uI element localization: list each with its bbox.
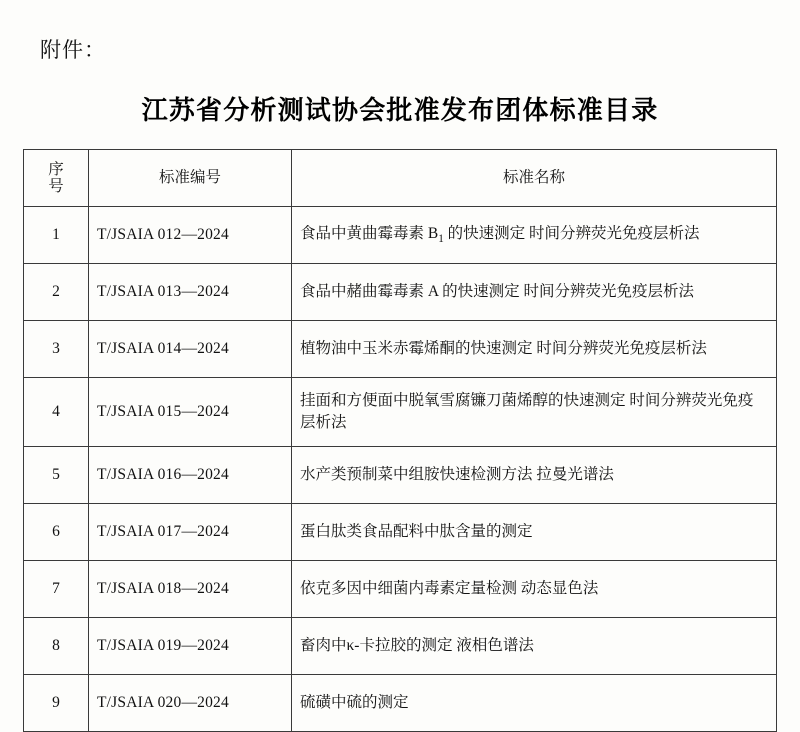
cell-name: 依克多因中细菌内毒素定量检测 动态显色法: [292, 561, 777, 618]
column-header-no: [24, 150, 89, 207]
cell-name: 食品中赭曲霉毒素 A 的快速测定 时间分辨荧光免疫层析法: [292, 264, 777, 321]
cell-code: T/JSAIA 012—2024: [89, 207, 292, 264]
cell-code: T/JSAIA 020—2024: [89, 675, 292, 732]
cell-name: 蛋白肽类食品配料中肽含量的测定: [292, 504, 777, 561]
column-header-code: 标准编号: [89, 150, 292, 207]
cell-name-subscript: 1: [438, 232, 444, 245]
table-row: [24, 618, 777, 675]
column-header-no-line1: 序: [48, 160, 64, 178]
table-row: [24, 264, 777, 321]
table-header-row: [24, 150, 777, 207]
cell-code: T/JSAIA 015—2024: [89, 378, 292, 447]
standards-catalog-table: [23, 149, 777, 732]
cell-no: 5: [24, 447, 89, 504]
table-row: [24, 504, 777, 561]
cell-name: 畜肉中κ-卡拉胶的测定 液相色谱法: [292, 618, 777, 675]
cell-no: 1: [24, 207, 89, 264]
table-body: [24, 207, 777, 732]
table-row: [24, 561, 777, 618]
cell-name: 水产类预制菜中组胺快速检测方法 拉曼光谱法: [292, 447, 777, 504]
cell-no: 8: [24, 618, 89, 675]
cell-name: 植物油中玉米赤霉烯酮的快速测定 时间分辨荧光免疫层析法: [292, 321, 777, 378]
cell-code: T/JSAIA 019—2024: [89, 618, 292, 675]
cell-code: T/JSAIA 014—2024: [89, 321, 292, 378]
table-row: [24, 207, 777, 264]
cell-no: 3: [24, 321, 89, 378]
column-header-name: 标准名称: [292, 150, 777, 207]
cell-name: 硫磺中硫的测定: [292, 675, 777, 732]
cell-no: 6: [24, 504, 89, 561]
table-row: [24, 447, 777, 504]
cell-name: [292, 207, 777, 264]
cell-name-post: 的快速测定 时间分辨荧光免疫层析法: [443, 224, 700, 242]
cell-code: T/JSAIA 018—2024: [89, 561, 292, 618]
column-header-no-line2: 号: [48, 178, 64, 195]
cell-no: 7: [24, 561, 89, 618]
table-header: [24, 150, 777, 207]
cell-no: 4: [24, 378, 89, 447]
table-row: [24, 378, 777, 447]
page-title: 江苏省分析测试协会批准发布团体标准目录: [141, 96, 659, 125]
attachment-label: 附件：: [40, 38, 106, 62]
table-row: [24, 321, 777, 378]
cell-code: T/JSAIA 013—2024: [89, 264, 292, 321]
cell-name-pre: 食品中黄曲霉毒素 B: [300, 224, 439, 242]
cell-no: 2: [24, 264, 89, 321]
cell-code: T/JSAIA 016—2024: [89, 447, 292, 504]
table-row: [24, 675, 777, 732]
cell-code: T/JSAIA 017—2024: [89, 504, 292, 561]
cell-name: 挂面和方便面中脱氧雪腐镰刀菌烯醇的快速测定 时间分辨荧光免疫层析法: [292, 378, 777, 447]
cell-no: 9: [24, 675, 89, 732]
